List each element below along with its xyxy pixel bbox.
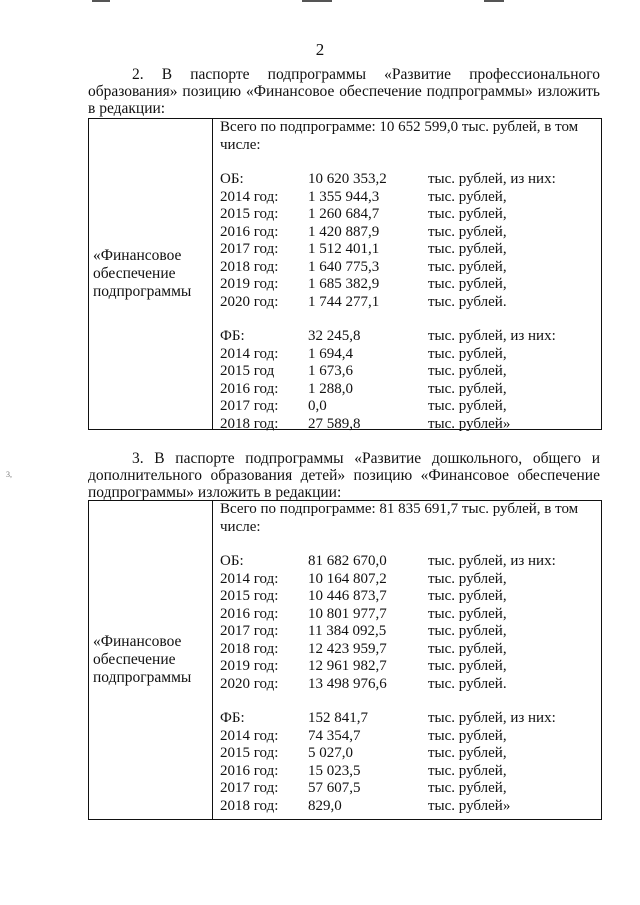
year-unit: тыс. рублей,: [428, 658, 507, 674]
year-unit: тыс. рублей,: [428, 363, 507, 379]
year-value: 1 673,6: [308, 363, 353, 379]
year-unit: тыс. рублей,: [428, 380, 507, 397]
year-row: [220, 259, 601, 277]
paragraph-section-3: [88, 450, 600, 501]
year-label: 2014 год:: [220, 188, 279, 205]
year-label: 2018 год:: [220, 640, 279, 657]
year-value: 12 961 982,7: [308, 658, 387, 674]
passport-left-label: «Финансовое обеспечение подпрограммы: [93, 247, 192, 300]
passport-total: Всего по подпрограмме: 10 652 599,0 тыс. рублей, в том числе:: [220, 119, 579, 153]
year-unit: тыс. рублей»: [428, 797, 511, 814]
passport-right-cell: [213, 501, 601, 819]
year-row: [220, 676, 601, 694]
year-row: [220, 623, 601, 641]
year-row: [220, 606, 601, 624]
year-unit: тыс. рублей,: [428, 276, 507, 292]
year-value: 15 023,5: [308, 762, 361, 779]
year-unit: тыс. рублей,: [428, 206, 507, 222]
year-label: 2018 год:: [220, 415, 279, 432]
year-value: 829,0: [308, 797, 342, 814]
paragraph-text: 2. В паспорте подпрограммы «Развитие профессионального образования» позицию «Финансовое обеспечение подпрограммы» изложить в редакции:: [88, 66, 600, 117]
year-value: 1 420 887,9: [308, 223, 380, 240]
year-unit: тыс. рублей,: [428, 745, 507, 761]
year-row: [220, 658, 601, 676]
fb-head-row: ФБ: 152 841,7 тыс. рублей, из них:: [220, 710, 556, 726]
year-row: [220, 763, 601, 781]
year-label: 2020 год:: [220, 675, 279, 692]
passport-total: Всего по подпрограмме: 81 835 691,7 тыс. рублей, в том числе:: [220, 501, 579, 535]
passport-table-section-3: [88, 500, 602, 820]
passport-table-section-2: [88, 118, 602, 430]
year-unit: тыс. рублей,: [428, 605, 507, 622]
year-label: 2017 год:: [220, 398, 279, 414]
fb-rows: [220, 728, 601, 816]
year-value: 1 260 684,7: [308, 206, 380, 222]
year-unit: тыс. рублей,: [428, 188, 507, 205]
year-unit: тыс. рублей,: [428, 241, 507, 257]
year-unit: тыс. рублей.: [428, 675, 507, 692]
year-unit: тыс. рублей»: [428, 415, 511, 432]
passport-left-cell: [89, 119, 213, 429]
year-label: 2020 год:: [220, 293, 279, 310]
year-value: 57 607,5: [308, 780, 361, 796]
year-label: 2017 год:: [220, 780, 279, 796]
year-unit: тыс. рублей,: [428, 780, 507, 796]
year-label: 2017 год:: [220, 623, 279, 639]
year-label: 2014 год:: [220, 345, 279, 362]
year-unit: тыс. рублей,: [428, 570, 507, 587]
year-unit: тыс. рублей,: [428, 588, 507, 604]
ob-rows: [220, 571, 601, 694]
year-value: 10 164 807,2: [308, 570, 387, 587]
year-unit: тыс. рублей,: [428, 223, 507, 240]
year-value: 12 423 959,7: [308, 640, 387, 657]
year-row: [220, 189, 601, 207]
paragraph-section-2: [88, 66, 600, 117]
year-label: 2017 год:: [220, 241, 279, 257]
year-row: [220, 276, 601, 294]
year-label: 2015 год: [220, 363, 275, 379]
margin-mark: 3,: [6, 470, 12, 479]
year-value: 1 744 277,1: [308, 293, 380, 310]
passport-left-label: «Финансовое обеспечение подпрограммы: [93, 633, 192, 686]
year-value: 13 498 976,6: [308, 675, 387, 692]
year-unit: тыс. рублей,: [428, 727, 507, 744]
year-row: [220, 224, 601, 242]
year-value: 1 685 382,9: [308, 276, 380, 292]
year-unit: тыс. рублей,: [428, 398, 507, 414]
year-label: 2015 год:: [220, 745, 279, 761]
year-row: [220, 241, 601, 259]
year-label: 2019 год:: [220, 658, 279, 674]
year-row: [220, 416, 601, 434]
paragraph-text: 3. В паспорте подпрограммы «Развитие дошкольного, общего и дополнительного образования детей» позицию «Финансовое обеспечение подпрограммы» изложить в редакции:: [88, 450, 600, 501]
year-label: 2018 год:: [220, 258, 279, 275]
ob-rows: [220, 189, 601, 312]
year-row: [220, 798, 601, 816]
year-value: 27 589,8: [308, 415, 361, 432]
year-unit: тыс. рублей,: [428, 345, 507, 362]
year-label: 2016 год:: [220, 762, 279, 779]
year-value: 0,0: [308, 398, 327, 414]
year-unit: тыс. рублей,: [428, 640, 507, 657]
year-row: [220, 398, 601, 416]
year-value: 10 801 977,7: [308, 605, 387, 622]
year-row: [220, 780, 601, 798]
year-label: 2014 год:: [220, 570, 279, 587]
year-row: [220, 571, 601, 589]
year-row: [220, 206, 601, 224]
year-row: [220, 745, 601, 763]
scan-top-marks: [0, 0, 640, 4]
year-unit: тыс. рублей.: [428, 293, 507, 310]
year-row: [220, 641, 601, 659]
year-row: [220, 346, 601, 364]
year-value: 1 694,4: [308, 345, 353, 362]
passport-right-cell: [213, 119, 601, 432]
year-label: 2016 год:: [220, 605, 279, 622]
year-unit: тыс. рублей,: [428, 762, 507, 779]
year-value: 10 446 873,7: [308, 588, 387, 604]
ob-head-row: ОБ: 10 620 353,2 тыс. рублей, из них:: [220, 171, 556, 187]
passport-left-cell: [89, 501, 213, 819]
year-value: 74 354,7: [308, 727, 361, 744]
year-label: 2015 год:: [220, 206, 279, 222]
year-label: 2015 год:: [220, 588, 279, 604]
ob-head-row: ОБ: 81 682 670,0 тыс. рублей, из них:: [220, 553, 556, 569]
year-value: 11 384 092,5: [308, 623, 387, 639]
year-value: 1 640 775,3: [308, 258, 380, 275]
year-value: 1 355 944,3: [308, 188, 380, 205]
year-row: [220, 294, 601, 312]
year-label: 2019 год:: [220, 276, 279, 292]
year-label: 2016 год:: [220, 380, 279, 397]
year-value: 1 512 401,1: [308, 241, 380, 257]
year-unit: тыс. рублей,: [428, 258, 507, 275]
fb-rows: [220, 346, 601, 434]
fb-head-row: ФБ: 32 245,8 тыс. рублей, из них:: [220, 328, 556, 344]
year-row: [220, 381, 601, 399]
year-value: 1 288,0: [308, 380, 353, 397]
year-label: 2016 год:: [220, 223, 279, 240]
year-row: [220, 363, 601, 381]
year-label: 2014 год:: [220, 727, 279, 744]
year-unit: тыс. рублей,: [428, 623, 507, 639]
year-label: 2018 год:: [220, 797, 279, 814]
page-number: 2: [315, 40, 325, 59]
year-row: [220, 588, 601, 606]
year-row: [220, 728, 601, 746]
year-value: 5 027,0: [308, 745, 353, 761]
